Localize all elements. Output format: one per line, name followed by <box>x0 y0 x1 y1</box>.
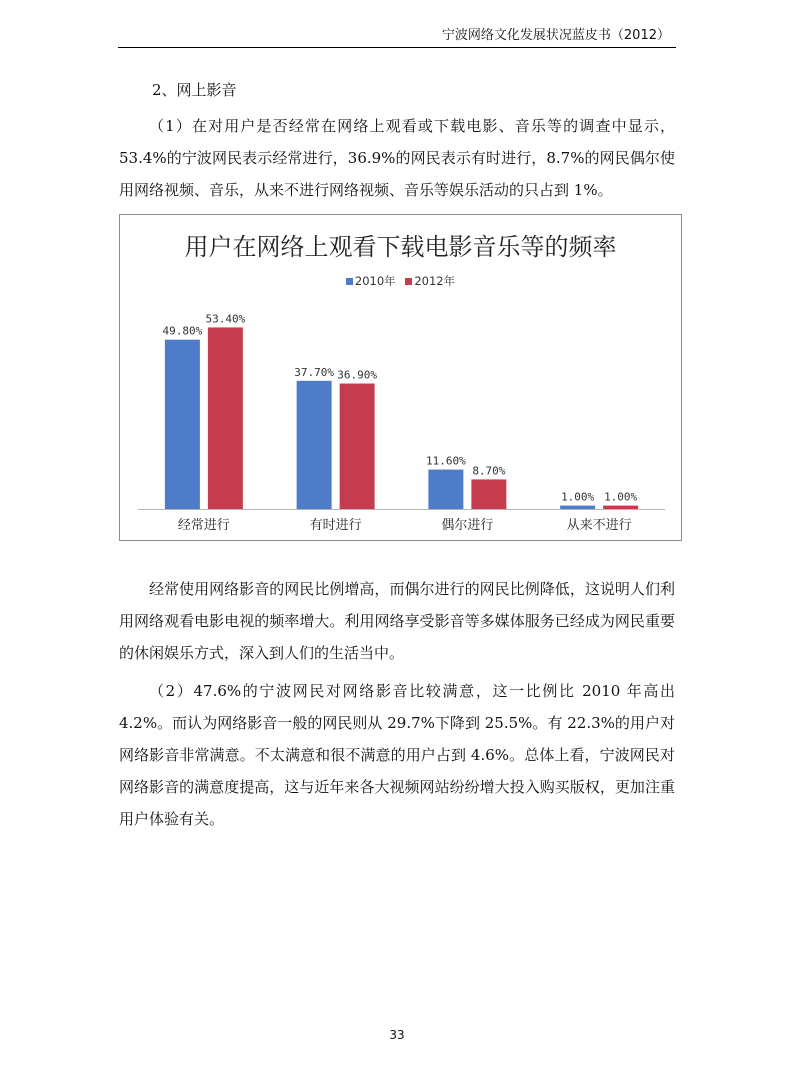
category-label-3: 偶尔进行 <box>441 518 494 533</box>
data-label-2010-4: 1.00% <box>561 490 595 504</box>
bar-2012-4 <box>603 506 638 509</box>
paragraph-2: 经常使用网络影音的网民比例增高，而偶尔进行的网民比例降低，这说明人们利用网络观看电影电视的频率增大。利用网络享受影音等多媒体服务已经成为网民重要的休闲娱乐方式，深入到人们的生活当中。 <box>119 580 675 662</box>
header-rule <box>118 47 676 48</box>
legend-label-2010: 2010年 <box>354 274 396 288</box>
chart-title: 用户在网络上观看下载电影音乐等的频率 <box>184 233 617 261</box>
data-label-2010-3: 11.60% <box>426 454 466 468</box>
bar-2012-1 <box>208 327 243 509</box>
data-label-2012-4: 1.00% <box>604 490 638 504</box>
bar-2010-2 <box>297 381 332 509</box>
data-label-2010-2: 37.70% <box>294 365 334 379</box>
section-title: 2、网上影音 <box>152 81 237 99</box>
category-label-1: 经常进行 <box>177 518 230 533</box>
data-label-2012-2: 36.90% <box>337 368 377 382</box>
data-label-2012-1: 53.40% <box>205 312 246 326</box>
category-label-4: 从来不进行 <box>566 518 632 533</box>
bar-chart <box>119 214 682 541</box>
page-number: 33 <box>389 1028 405 1042</box>
bar-2012-2 <box>340 384 375 509</box>
chart-plot <box>120 215 681 540</box>
paragraph-1: （1）在对用户是否经常在网络上观看或下载电影、音乐等的调查中显示，53.4%的宁波网民表示经常进行，36.9%的网民表示有时进行，8.7%的网民偶尔使用网络视频、音乐，从来不进行网络视频、音乐等娱乐活动的只占到 1%。 <box>119 117 675 199</box>
data-label-2010-1: 49.80% <box>162 324 203 338</box>
category-label-2: 有时进行 <box>309 518 362 533</box>
bar-2010-3 <box>428 470 463 509</box>
legend-label-2012: 2012年 <box>414 274 456 288</box>
bar-2010-4 <box>560 506 595 509</box>
data-label-2012-3: 8.70% <box>472 464 506 478</box>
paragraph-3: （2）47.6%的宁波网民对网络影音比较满意，这一比例比 2010 年高出 4.2%。而认为网络影音一般的网民则从 29.7%下降到 25.5%。有 22.3%的用户对网络影音非常满意。不太满意和很不满意的用户占到 4.6%。总体上看，宁波网民对网络影音的满意度提高，这与近年来各大视频网站纷纷增大投入购买版权，更加注重用户体验有关。 <box>119 682 675 828</box>
bar-2010-1 <box>165 340 200 509</box>
bar-2012-3 <box>471 479 506 509</box>
running-header: 宁波网络文化发展状况蓝皮书（2012） <box>441 28 670 43</box>
